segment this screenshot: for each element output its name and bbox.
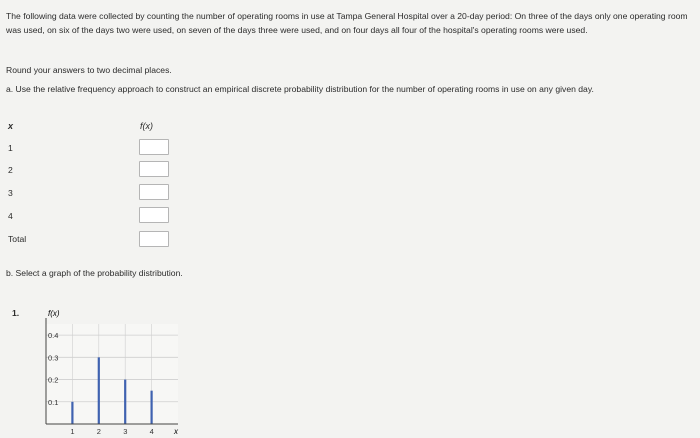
fx-input-1[interactable] bbox=[139, 139, 169, 155]
x-value-4: 4 bbox=[8, 211, 13, 221]
x-tick-label: 4 bbox=[149, 427, 154, 436]
fx-column-header: f(x) bbox=[140, 121, 153, 131]
fx-input-2[interactable] bbox=[139, 161, 169, 177]
y-axis-label: f(x) bbox=[48, 309, 60, 318]
y-tick-label: 0.3 bbox=[48, 353, 59, 363]
x-value-2: 2 bbox=[8, 165, 13, 175]
fx-input-total[interactable] bbox=[139, 231, 169, 247]
chart-grid bbox=[46, 324, 178, 424]
graph-option-label[interactable]: 1. bbox=[12, 308, 20, 318]
plot-area bbox=[46, 324, 178, 424]
fx-input-4[interactable] bbox=[139, 207, 169, 223]
total-label: Total bbox=[8, 234, 27, 244]
graph-option-1[interactable] bbox=[42, 306, 192, 438]
part-a-prompt: a. Use the relative frequency approach to construct an empirical discrete probability distribution for the number of operating rooms in use on any given day. bbox=[6, 84, 594, 94]
x-axis-label: x bbox=[174, 427, 178, 436]
x-tick-labels bbox=[70, 427, 153, 436]
x-value-3: 3 bbox=[8, 188, 13, 198]
rounding-instruction: Round your answers to two decimal places. bbox=[6, 65, 172, 75]
fx-input-3[interactable] bbox=[139, 184, 169, 200]
x-tick-label: 2 bbox=[96, 427, 101, 436]
question-intro: The following data were collected by counting the number of operating rooms in use at Tampa General Hospital over a 20-day period: On three of the days only one operating room was used, on six of the days two were used, on seven of the days three were used, and on four days all four of the hospital's operating rooms were used. bbox=[6, 11, 688, 35]
y-tick-label: 0.2 bbox=[48, 375, 59, 385]
x-tick-label: 3 bbox=[123, 427, 128, 436]
x-value-1: 1 bbox=[8, 143, 13, 153]
y-tick-label: 0.1 bbox=[48, 397, 59, 407]
x-column-header: x bbox=[8, 121, 14, 131]
y-tick-label: 0.4 bbox=[48, 331, 59, 341]
x-tick-label: 1 bbox=[70, 427, 75, 436]
part-b-prompt: b. Select a graph of the probability distribution. bbox=[6, 268, 183, 278]
